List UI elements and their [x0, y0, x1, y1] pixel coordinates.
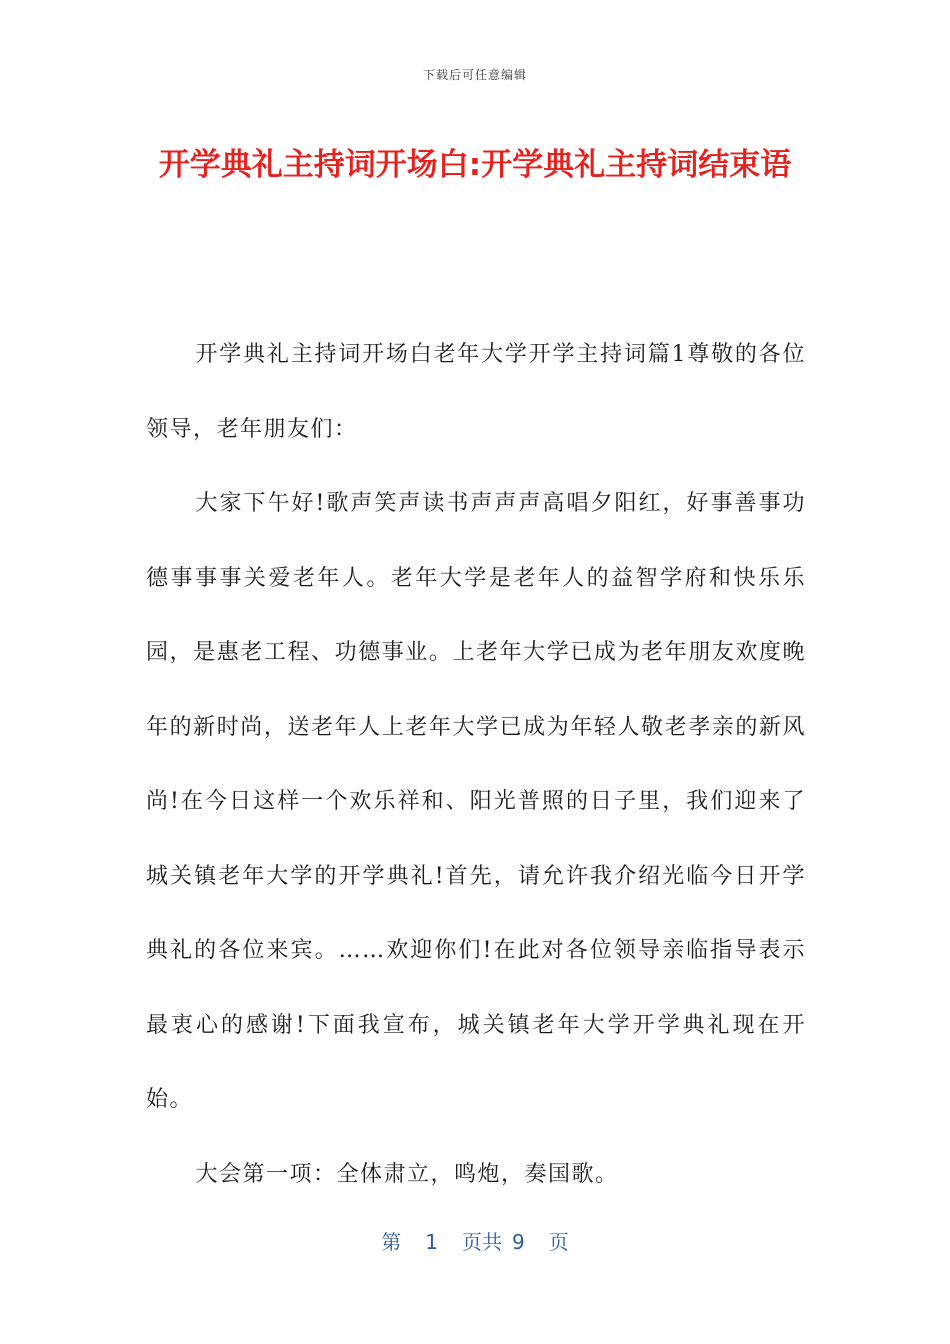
paragraph: 大家下午好!歌声笑声读书声声声高唱夕阳红，好事善事功德事事事关爱老年人。老年大学是老年人的益智学府和快乐乐园，是惠老工程、功德事业。上老年大学已成为老年朋友欢度晚年的新时尚，送老年人上老年大学已成为年轻人敬老孝亲的新风尚!在今日这样一个欢乐祥和、阳光普照的日子里，我们迎来了城关镇老年大学的开学典礼!首先，请允许我介绍光临今日开学典礼的各位来宾。……欢迎你们!在此对各位领导亲临指导表示最衷心的感谢!下面我宣布，城关镇老年大学开学典礼现在开始。	[146, 491, 806, 1112]
page-footer	[0, 1226, 950, 1255]
footer-middle: 页共	[462, 1230, 502, 1254]
footer-prefix: 第	[381, 1230, 402, 1254]
document-title: 开学典礼主持词开场白:开学典礼主持词结束语	[158, 147, 792, 183]
footer-suffix: 页	[548, 1230, 569, 1254]
download-note: 下载后可任意编辑	[422, 68, 527, 82]
page-total: 9	[512, 1230, 525, 1254]
paragraph: 开学典礼主持词开场白老年大学开学主持词篇1尊敬的各位领导，老年朋友们：	[146, 342, 806, 442]
paragraph: 大会第一项：全体肃立，鸣炮，奏国歌。	[195, 1161, 619, 1187]
page-number: 1	[425, 1230, 438, 1254]
document-body	[146, 318, 806, 1212]
